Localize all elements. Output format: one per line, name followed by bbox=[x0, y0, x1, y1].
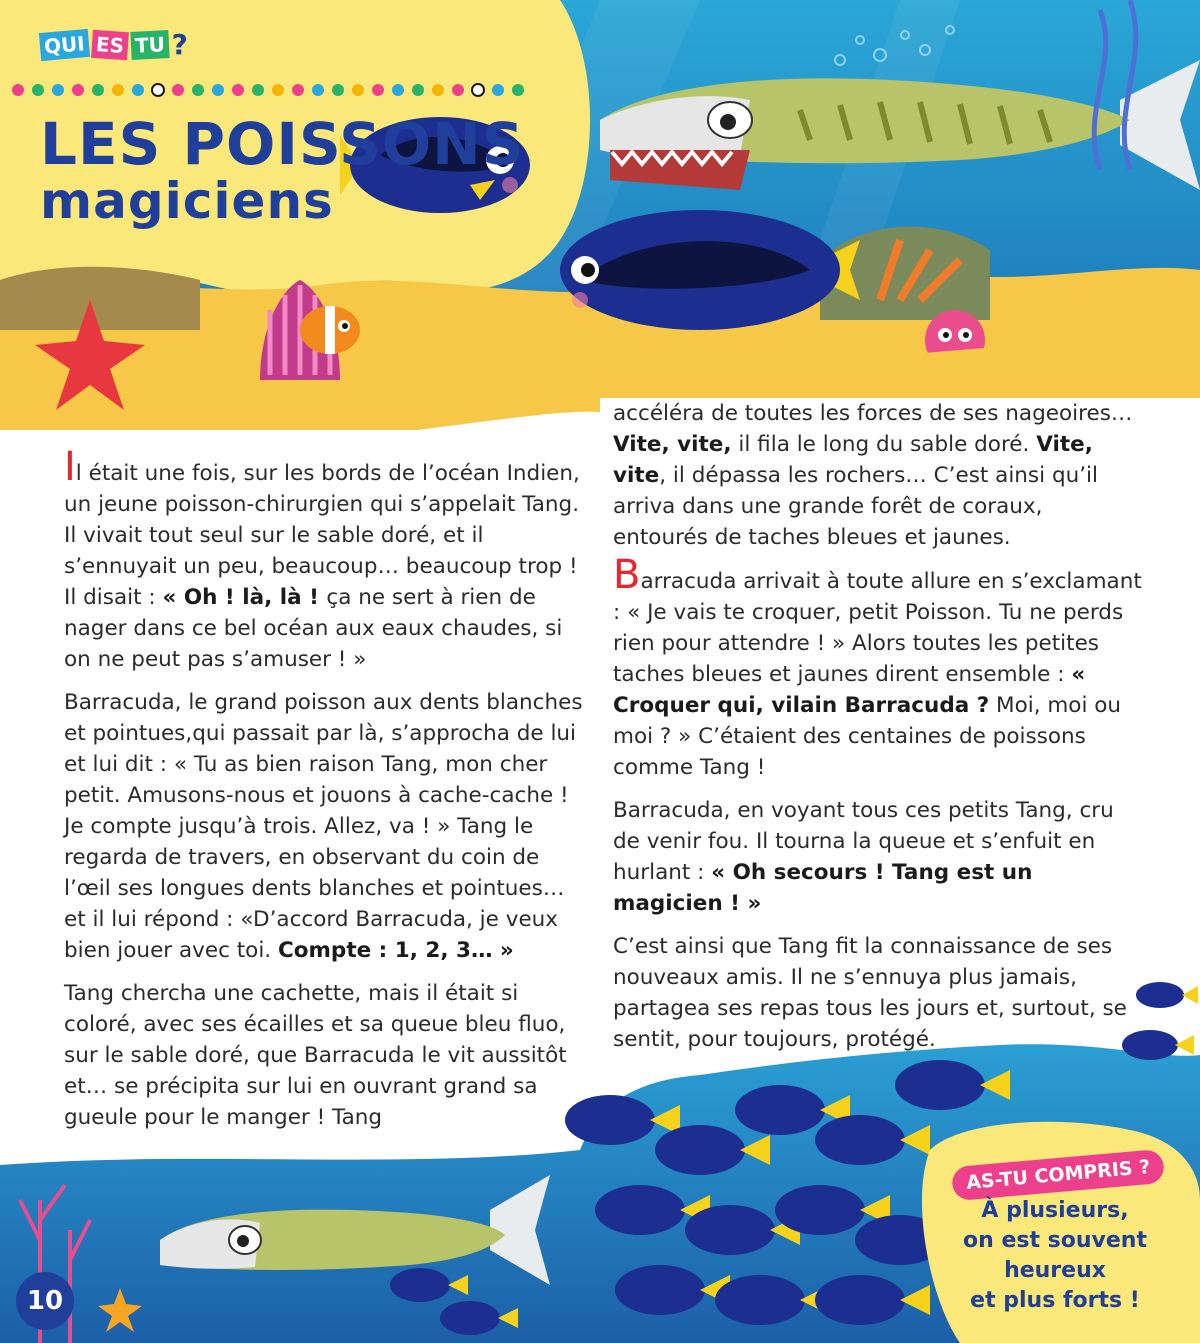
story-text: l était une fois, sur les bords de l’océan Indien, un jeune poisson-chirurgien qui s’appelait Tang. Il vivait tout seul sur le sable doré, et il s’ennuyait un peu, beaucoup… beaucoup trop ! Il disait : bbox=[64, 461, 580, 610]
page-number: 10 bbox=[16, 1272, 74, 1330]
story-text: il fila le long du sable doré. bbox=[731, 432, 1037, 457]
story-bold: « Croquer qui, vilain Barracuda ? bbox=[613, 662, 1086, 718]
quiz-heading: AS-TU COMPRIS ? bbox=[951, 1149, 1166, 1201]
story-paragraph bbox=[64, 978, 584, 1133]
story-paragraph bbox=[613, 398, 1143, 553]
clownfish bbox=[300, 306, 360, 354]
story-text: Barracuda, le grand poisson aux dents blanches et pointues,qui passait par là, s’approcha de lui et lui dit : « Tu as bien raison Tang, mon cher petit. Amusons-nous et jouons à cache-cache ! Je compte jusqu’à trois. Allez, va ! » Tang le regarda de travers, en observant du coin de l’œil ses longues dents blanches et pointues… et il lui répond : «D’accord Barracuda, je veux bien jouer avec toi. bbox=[64, 690, 583, 963]
quiz-line: on est souvent bbox=[963, 1228, 1147, 1253]
quiz-line: À plusieurs, bbox=[981, 1198, 1129, 1223]
story-paragraph bbox=[613, 552, 1143, 783]
story-bold: Vite, vite bbox=[613, 432, 1093, 488]
story-text: Barracuda, en voyant tous ces petits Tang, cru de venir fou. Il tourna la queue et s’enfuit en hurlant : bbox=[613, 798, 1114, 885]
story-text: Moi, moi ou moi ? » C’étaient des centaines de poissons comme Tang ! bbox=[613, 693, 1122, 780]
story-column-right bbox=[613, 398, 1143, 1067]
story-bold: Compte : 1, 2, 3… » bbox=[277, 938, 514, 963]
story-text: ça ne sert à rien de nager dans ce bel océan aux eaux chaudes, si on ne peut pas s’amuser ! » bbox=[64, 585, 563, 672]
logo-question-mark: ? bbox=[171, 28, 188, 61]
story-text: Tang chercha une cachette, mais il était si coloré, avec ses écailles et sa queue bleu fluo, sur le sable doré, que Barracuda le vit aussitôt et… se précipita sur lui en ouvrant grand sa gueule pour le manger ! Tang bbox=[64, 981, 567, 1130]
quiz-line: heureux bbox=[1004, 1258, 1106, 1283]
logo-word-tu: TU bbox=[130, 30, 169, 60]
story-paragraph bbox=[64, 444, 584, 675]
story-column-left bbox=[64, 444, 584, 1145]
drop-cap: I bbox=[64, 444, 76, 490]
page-title-line2: magiciens bbox=[40, 172, 334, 230]
logo-word-qui: QUI bbox=[39, 28, 90, 60]
story-paragraph bbox=[613, 795, 1143, 919]
story-text: accéléra de toutes les forces de ses nageoires… bbox=[613, 401, 1133, 426]
magazine-logo bbox=[40, 28, 188, 61]
page-title-line1: LES POISSONS bbox=[40, 110, 525, 178]
story-bold: Vite, vite, bbox=[613, 432, 732, 457]
logo-word-es: ES bbox=[91, 29, 129, 59]
drop-cap: B bbox=[613, 552, 641, 598]
story-bold: « Oh secours ! Tang est un magicien ! » bbox=[613, 860, 1033, 916]
story-bold: « Oh ! là, là ! bbox=[162, 585, 327, 610]
quiz-line: et plus forts ! bbox=[970, 1288, 1140, 1313]
story-text: C’est ainsi que Tang fit la connaissance de ses nouveaux amis. Il ne s’ennuya plus jamais, partagea ses repas tous les jours et, surtout, se sentit, pour toujours, protégé. bbox=[613, 934, 1127, 1052]
story-paragraph bbox=[64, 687, 584, 966]
story-text: , il dépassa les rochers… C’est ainsi qu’il arriva dans une grande forêt de coraux, entourés de taches bleues et jaunes. bbox=[613, 463, 1098, 550]
story-paragraph bbox=[613, 931, 1143, 1055]
story-text: arracuda arrivait à toute allure en s’exclamant : « Je vais te croquer, petit Poisson. Tu ne perds rien pour attendre ! » Alors toutes les petites taches bleues et jaunes dirent ensemble : bbox=[613, 569, 1142, 687]
quiz-answer bbox=[960, 1196, 1150, 1316]
